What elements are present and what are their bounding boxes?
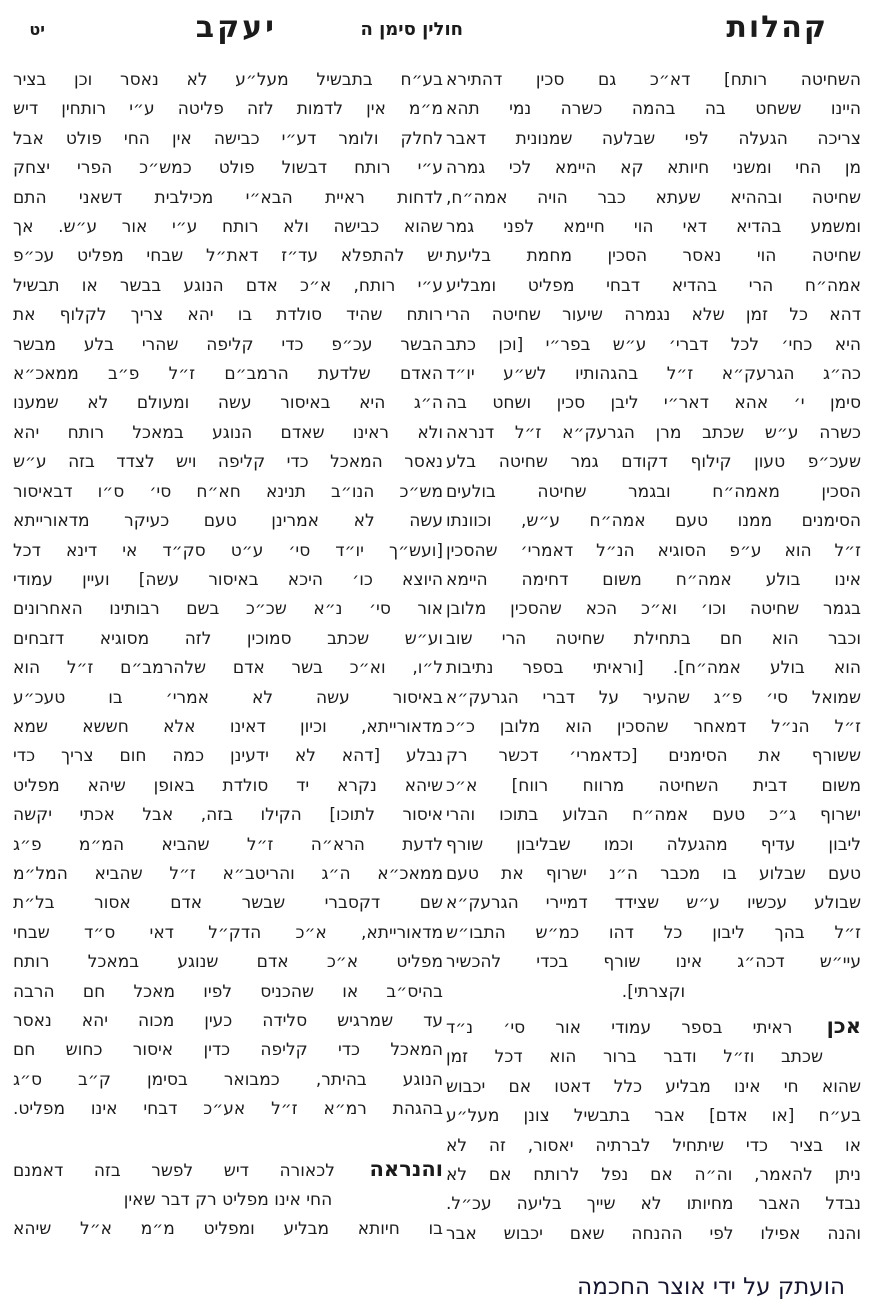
- text-line: בו חיותא מבליע ומפליט מ״מ א״ל שיהא: [13, 1219, 443, 1240]
- text-line: עיי״ש דכה״ג אינו שורף בכדי להכשיר: [446, 952, 861, 973]
- text-line: ע״י רותח דבשול פולט כמש״כ הפרי יצחק: [13, 158, 443, 179]
- book-title-right: קהלות: [726, 10, 828, 45]
- text-line: הסימנים ממנו טעם אמה״ח ע״ש, וכוונתו: [446, 511, 861, 532]
- text-line: שם דקסברי שבשר אדם אסור בל״ת: [13, 893, 443, 914]
- text-line: מפליט א״כ אדם שנוגע במאכל רותח: [13, 952, 443, 973]
- paragraph: [446, 66, 861, 1007]
- text-line: שיהא נקרא יד סולדת באופן שיהא מפליט: [13, 775, 443, 796]
- text-line: אינו בולע אמה״ח משום דחימה היימא: [446, 569, 861, 590]
- text-line: ז״ל בהך ליבון כל דהו כמ״ש התבו״ש: [446, 922, 861, 943]
- text-line: עד שמרגיש סלידה כעין מכוה יהא נאסר: [13, 1011, 443, 1031]
- text-line: ששורף את הסימנים [כדאמרי׳ דכשר רק: [446, 746, 861, 767]
- text-line: בגמר שחיטה וכו׳ וא״כ הכא שהסכין מלובן: [446, 599, 861, 620]
- text-line: [ועש״ך יו״ד סי׳ ע״ט סק״ד אי דינא דכל: [13, 540, 443, 561]
- text-line: כשרה ע״ש שכתב מרן הגרעק״א ז״ל דנראה: [446, 422, 861, 443]
- text-line: הנוגע בהיתר, כמבואר בסימן ק״ב ס״ג: [13, 1069, 443, 1090]
- text-line: צריכה הגעלה לפי שבלעה שמנונית דאבר: [446, 128, 861, 149]
- text-line: כה״ג הגרעק״א ז״ל בהגהותיו לש״ע יו״ד: [446, 364, 861, 385]
- paragraph-opening-word: והנראה: [369, 1156, 443, 1181]
- text-line: וקצרתי].: [621, 981, 686, 1002]
- text-line: מש״כ הנו״ב תנינא חא״ח סי׳ ס״ו דבאיסור: [13, 481, 443, 502]
- text-line: שכתב וז״ל ודבר ברור הוא דכל זמן: [446, 1047, 823, 1068]
- text-line: מ״מ אין לדמות לזה פליטה ע״י רותחין דיש: [13, 99, 443, 120]
- otzar-hachochma-watermark: הועתק על ידי אוצר החכמה: [577, 1274, 845, 1300]
- text-line: ה״ג היא באיסור עשה ומעולם לא שמענו: [13, 393, 443, 414]
- text-line: מדאורייתא, וכיון דאינו אלא חששא שמא: [13, 716, 443, 737]
- text-line: ניתן להאמר, וה״ה אם נפל לרותח אם לא: [446, 1165, 861, 1186]
- text-line: ז״ל הוא ע״פ הסוגיא הנ״ל דאמרי׳ שהסכין: [446, 540, 861, 561]
- text-line: ליבון עדיף מהגעלה וכמו שבליבון שורף: [446, 834, 861, 855]
- text-line: נבדל האבר מחיותו לא שייך בליעה עכ״ל.: [446, 1194, 861, 1215]
- text-line: היא כחי׳ לכל דברי׳ ע״ש בפר״י [וכן כתב: [446, 334, 861, 355]
- text-line: וכבר הוא חם בתחילת שחיטה הרי שוב: [446, 628, 861, 649]
- text-line: והנראה לכאורה דיש לפשר בזה דאמנם: [13, 1156, 443, 1181]
- page-number: יט: [29, 20, 45, 39]
- text-line: אכן ראיתי בספר עמודי אור סי׳ נ״ד: [446, 1014, 861, 1038]
- text-line: יש להתפלא עד״ז דאת״ל שבחי מפליט עכ״פ: [13, 246, 443, 267]
- text-line: היוצא כו׳ היכא באיסור עשה] ועיין עמודי: [13, 569, 443, 590]
- text-line: דהא כל זמן שלא נגמרה שיעור שחיטה הרי: [446, 305, 861, 326]
- text-column-left: [13, 66, 443, 1245]
- text-line: ל״ו, וא״כ בשר אדם שלהרמב״ם ז״ל הוא: [13, 658, 443, 679]
- text-column-right: [446, 66, 861, 1249]
- text-line: הוא בולע אמה״ח]. [וראיתי בספר נתיבות: [446, 658, 861, 679]
- paragraph-opening-word: אכן: [826, 1014, 861, 1038]
- text-line: והנה אפילו לפי ההנחה שאם יכבוש אבר: [446, 1223, 861, 1244]
- text-line: מדאורייתא, א״כ הדק״ל דאי ס״ד שבחי: [13, 922, 443, 943]
- text-line: השחיטה רותח] דא״כ גם סכין דהתירא: [446, 70, 861, 90]
- text-line: עשה לא אמרינן טעם כעיקר מדאורייתא: [13, 511, 443, 532]
- text-line: שעכ״פ טעון קילוף דקודם גמר שחיטה בלע: [446, 452, 861, 473]
- text-line: ע״י רותח, א״כ אדם הנוגע בבשר או תבשיל: [13, 275, 443, 296]
- text-line: שהוא חי אינו מבליע כלל דאטו אם יכבוש: [446, 1076, 861, 1097]
- chapter-heading: חולין סימן ה: [360, 19, 463, 40]
- text-line: איסור לתוכו] הקילו בזה, אבל אכתי יקשה: [13, 805, 443, 826]
- text-line: רותח שהיד סולדת בו יהא צריך לקלוף את: [13, 305, 443, 326]
- text-line: בע״ח בתבשיל מעל״ע לא נאסר וכן בציר: [13, 70, 443, 90]
- text-line: שהוא כבישה ולא רותח ע״י אור ע״ש. אך: [13, 217, 443, 238]
- text-line: לחלק ולומר דע״י כבישה אין החי פולט אבל: [13, 128, 443, 149]
- text-line: לדחות ראיית הבא״י מכילבית דשאני התם: [13, 187, 443, 208]
- text-line: בע״ח [או אדם] אבר בתבשיל צונן מעל״ע: [446, 1106, 861, 1127]
- text-line: באיסור עשה לא אמרי׳ בו טעכ״ע: [13, 687, 443, 708]
- text-line: נבלע [דהא לא ידעינן כמה חום צריך כדי: [13, 746, 443, 767]
- text-line: שחיטה הוי נאסר הסכין מחמת בליעת: [446, 246, 861, 267]
- text-line: טעם שבלוע בו מכבר ה״נ ישרוף את טעם: [446, 863, 861, 884]
- paragraph: [446, 1012, 861, 1249]
- paragraph: [13, 1155, 443, 1245]
- text-line: ישרוף ג״כ טעם אמה״ח הבלוע בתוכו והרי: [446, 805, 861, 826]
- text-line: הסכין מאמה״ח ובגמר שחיטה בולעים: [446, 481, 861, 502]
- text-line: היינו ששחט בה בהמה כשרה נמי תהא: [446, 99, 861, 120]
- text-line: סימן י׳ אהא דאר״י ליבן סכין ושחט בה: [446, 393, 861, 414]
- text-line: בהיס״ב או שהכניס לפיו מאכל חם הרבה: [13, 981, 443, 1002]
- text-line: או בציר כדי שיתחיל לברתיה יאסור, זה לא: [446, 1135, 861, 1156]
- paragraph: [13, 66, 443, 1125]
- book-title-left: יעקב: [195, 10, 277, 45]
- text-line: ולא ראינו שאדם הנוגע במאכל רותח יהא: [13, 422, 443, 443]
- text-line: הבשר עכ״פ כדי קליפה שהרי בלע מבשר: [13, 334, 443, 355]
- text-line: שמואל סי׳ פ״ג שהעיר על דברי הגרעק״א: [446, 687, 861, 708]
- text-line: שחיטה ובההיא שעתא כבר הויה אמה״ח,: [446, 187, 861, 208]
- text-line: ממאכ״א ה״ג והריטב״א ז״ל שהביא המל״מ: [13, 863, 443, 884]
- text-line: בהגהת רמ״א ז״ל אע״כ דבחי אינו מפליט.: [13, 1099, 443, 1120]
- text-line: המאכל כדי קליפה כדין איסור כחוש חם: [13, 1040, 443, 1061]
- text-line: ומשמע בהדיא דאי הוי חיימא לפני גמר: [446, 217, 861, 238]
- text-line: האדם שלדעת הרמב״ם ז״ל פ״ב ממאכ״א: [13, 364, 443, 385]
- text-line: מן החי ומשני חיותא קא היימא לכי גמרה: [446, 158, 861, 179]
- text-line: אור סי׳ נ״א שכ״כ בשם רבותינו האחרונים: [13, 599, 443, 620]
- text-line: שבולע עכשיו ע״ש שצידד דמיירי הגרעק״א: [446, 893, 861, 914]
- text-line: נאסר המאכל כדי קליפה ויש לצדד בזה ע״ש: [13, 452, 443, 473]
- text-line: אמה״ח הרי בהדיא דבחי מפליט ומבליע: [446, 275, 861, 296]
- text-line: החי אינו מפליט רק דבר שאין: [123, 1190, 333, 1211]
- text-line: לדעת הרא״ה ז״ל שהביא המ״מ פ״ג: [13, 834, 443, 855]
- text-line: משום דבית השחיטה מרווח רווח] א״כ: [446, 775, 861, 796]
- text-line: ז״ל הנ״ל דמאחר שהסכין הוא מלובן כ״כ: [446, 716, 861, 737]
- text-line: וע״ש שכתב סמוכין לזה מסוגיא דזבחים: [13, 628, 443, 649]
